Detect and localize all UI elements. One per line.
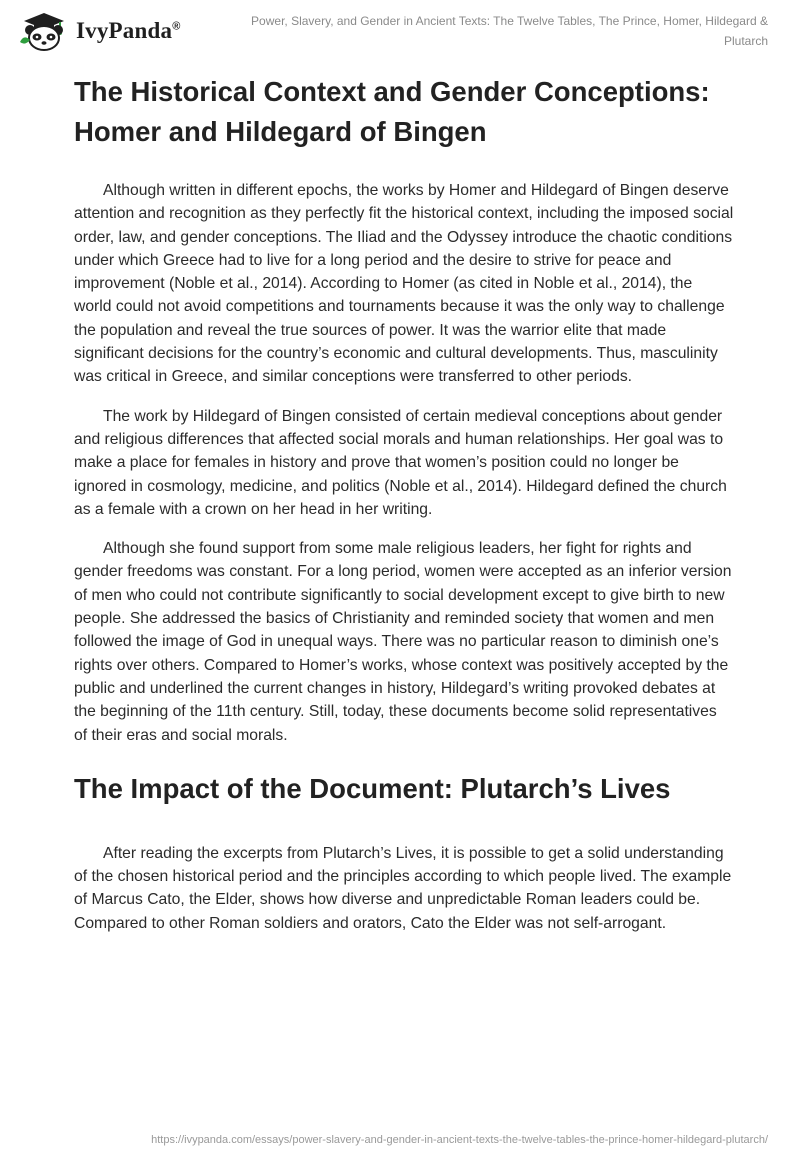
brand-name: IvyPanda® <box>76 18 181 43</box>
section-heading: The Impact of the Document: Plutarch’s Lives <box>74 772 671 804</box>
document-title: Power, Slavery, and Gender in Ancient Texts: The Twelve Tables, The Prince, Homer, Hildegard & Plutarch <box>251 14 768 48</box>
section-heading: The Historical Context and Gender Conceptions: Homer and Hildegard of Bingen <box>74 76 710 147</box>
paragraph: Although written in different epochs, the works by Homer and Hildegard of Bingen deserve attention and recognition as they perfectly fit the historical context, including the imposed social order, law, and gender conceptions. The Iliad and the Odyssey introduce the chaotic conditions under which Greece had to live for a long period and the desire to strive for peace and improvement (Noble et al., 2014). According to Homer (as cited in Noble et al., 2014), the world could not avoid competitions and tournaments because it was the only way to challenge the population and reveal the true sources of power. It was the warrior elite that made significant decisions for the country’s economic and cultural developments. Thus, masculinity was critical in Greece, and similar conceptions were transferred to other periods. <box>74 182 734 386</box>
page-header <box>0 0 800 60</box>
paragraph: After reading the excerpts from Plutarch’s Lives, it is possible to get a solid understanding of the chosen historical period and the principles according to which people lived. The example of Marcus Cato, the Elder, shows how diverse and unpredictable Roman leaders could be. Compared to other Roman soldiers and orators, Cato the Elder was not self-arrogant. <box>74 844 732 932</box>
paragraph: Although she found support from some male religious leaders, her fight for rights and gender freedoms was constant. For a long period, women were accepted as an inferior version of men who could not contribute significantly to social development except to give birth to new people. She addressed the basics of Christianity and reminded society that women and men followed the image of God in unequal ways. There was no particular reason to diminish one’s rights over others. Compared to Homer’s works, whose context was positively accepted by the public and underlined the current changes in history, Hildegard’s writing provoked debates at the beginning of the 11th century. Still, today, these documents become solid representatives of their eras and social morals. <box>74 540 732 744</box>
panda-mascot-icon <box>16 10 72 52</box>
ivypanda-logo[interactable] <box>16 10 181 52</box>
essay-content <box>74 72 734 935</box>
source-url[interactable]: https://ivypanda.com/essays/power-slavery-and-gender-in-ancient-texts-the-twelve-tables-the-prince-homer-hildegard-plutarch/ <box>151 1134 768 1146</box>
paragraph: The work by Hildegard of Bingen consisted of certain medieval conceptions about gender and religious differences that affected social morals and human relationships. Her goal was to make a place for females in history and prove that women’s position could no longer be ignored in cosmology, medicine, and politics (Noble et al., 2014). Hildegard defined the church as a female with a crown on her head in her writing. <box>74 407 727 518</box>
